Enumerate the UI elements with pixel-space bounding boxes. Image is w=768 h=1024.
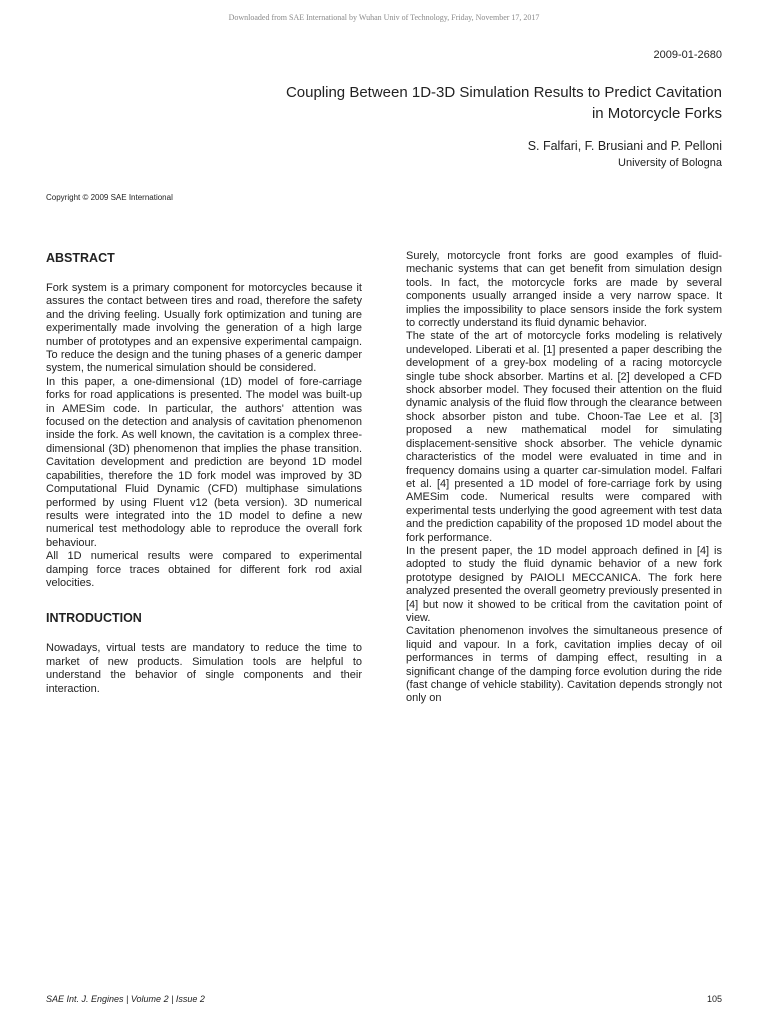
abstract-heading: ABSTRACT	[46, 251, 115, 265]
paper-title	[82, 82, 722, 124]
download-note: Downloaded from SAE International by Wuhan Univ of Technology, Friday, November 17, 2017	[228, 13, 540, 22]
page-number: 105	[706, 994, 722, 1004]
body-paragraph: Cavitation phenomenon involves the simultaneous presence of liquid and vapour. In a fork, cavitation implies decay of oil performances in terms of damping effect, resulting in a significant change of the damping force evolution during the ride (fast change of vehicle stability). Cavitation depends strongly not only on	[406, 625, 722, 705]
left-column	[46, 250, 362, 696]
abstract-paragraph: All 1D numerical results were compared to experimental damping force traces obtained for different fork rod axial velocities.	[46, 550, 362, 589]
copyright-notice: Copyright © 2009 SAE International	[46, 193, 173, 202]
introduction-paragraph: Nowadays, virtual tests are mandatory to reduce the time to market of new products. Simulation tools are helpful to understand the behavior of single components and their interaction.	[46, 642, 362, 695]
paper-number: 2009-01-2680	[653, 49, 722, 61]
body-paragraph: The state of the art of motorcycle forks modeling is relatively undeveloped. Liberati et al. [1] presented a paper describing the development of a grey-box modeling of a racing motorcycle single tube shock absorber. Martins et al. [2] developed a CFD shock absorber model. They focused their attention on the fluid dynamic analysis of the fluid flow through the clearance between shock absorber piston and tube. Choon-Tae Lee et al. [3] proposed a new mathematical model for simulating displacement-sensitive shock absorber. The vehicle dynamic characteristics of the model were evaluated in time and in frequency domains using a quarter car-simulation model. Falfari et al. [4] presented a 1D model of fore-carriage fork by using AMESim code. Numerical results were compared with experimental tests underlying the good agreement with test data and the prediction capability of the proposed 1D model about the fork performance.	[406, 330, 722, 544]
body-paragraph: In the present paper, the 1D model approach defined in [4] is adopted to study the fluid dynamic behavior of a new fork prototype designed by PAIOLI MECCANICA. The fork here analyzed presented the overall geometry previously presented in [4] but now it showed to be critical from the cavitation point of view.	[406, 544, 722, 624]
body-paragraph: Surely, motorcycle front forks are good examples of fluid-mechanic systems that can get benefit from simulation design tools. In fact, the motorcycle forks are made by several components usually arranged inside a very narrow space. It implies the impossibility to place sensors inside the fork system to correctly understand its fluid dynamic behavior.	[406, 250, 722, 330]
right-column	[406, 250, 722, 706]
title-line-2: in Motorcycle Forks	[591, 105, 722, 122]
affiliation: University of Bologna	[618, 157, 722, 169]
journal-footer: SAE Int. J. Engines | Volume 2 | Issue 2	[46, 994, 205, 1004]
title-line-1: Coupling Between 1D-3D Simulation Results to Predict Cavitation	[285, 84, 722, 101]
abstract-paragraph: In this paper, a one-dimensional (1D) model of fore-carriage forks for road applications is presented. The model was built-up in AMESim code. In particular, the authors' attention was focused on the detection and analysis of cavitation phenomenon inside the fork. As well known, the cavitation is a complex three-dimensional (3D) phenomenon that implies the phase transition. Cavitation development and prediction are beyond 1D model capabilities, therefore the 1D fork model was improved by 3D Computational Fluid Dynamic (CFD) multiphase simulations performed by using Fluent v12 (beta version). 3D numerical results were integrated into the 1D model to define a new numerical test methodology able to reproduce the overall fork behaviour.	[46, 375, 362, 549]
introduction-heading: INTRODUCTION	[46, 611, 142, 626]
authors: S. Falfari, F. Brusiani and P. Pelloni	[527, 139, 722, 153]
abstract-paragraph: Fork system is a primary component for motorcycles because it assures the contact between tires and road, therefore the safety and the driving feeling. Usually fork optimization and tuning are experimentally made involving the generation of a high large number of prototypes and an expensive experimental campaign. To reduce the design and the tuning phases of a generic damper system, the numerical simulation should be considered.	[46, 282, 362, 375]
